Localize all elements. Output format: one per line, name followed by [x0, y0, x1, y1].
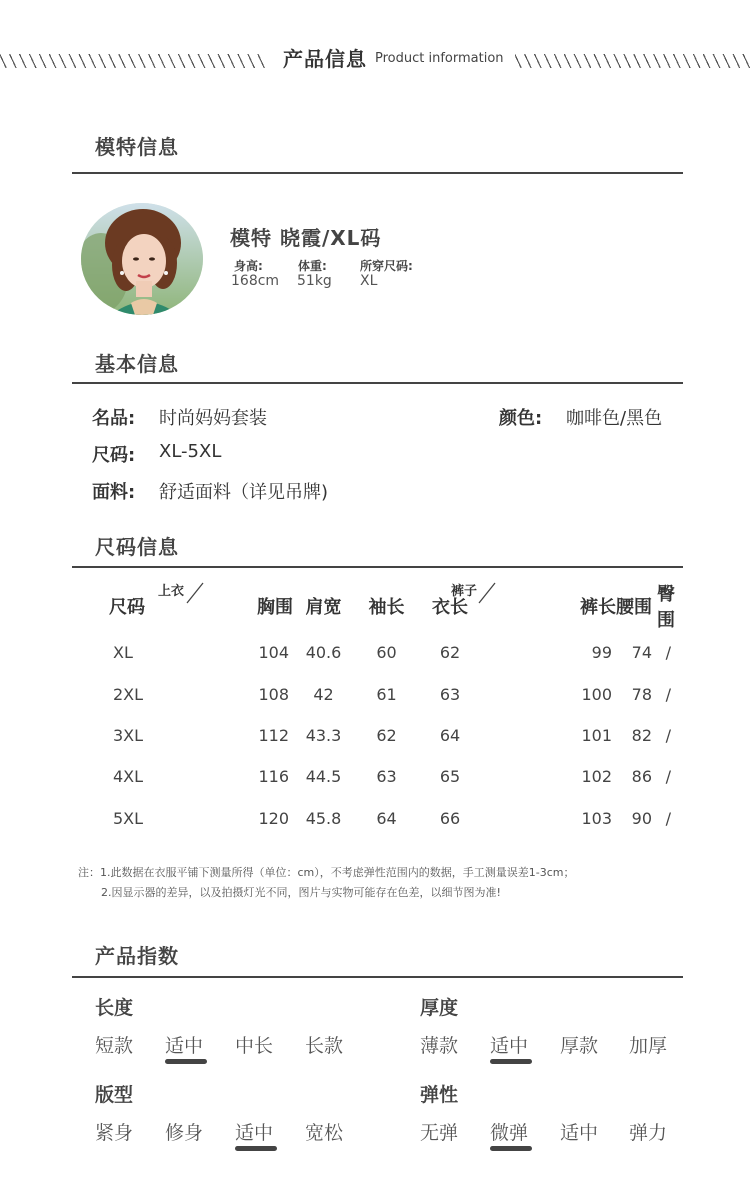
fabric-value: 舒适面料（详见吊牌) [159, 482, 329, 503]
index-length-label: 长度 [95, 997, 134, 1019]
note-line-1: 注：1.此数据在衣服平铺下测量所得（单位：cm），不考虑弹性范围内的数据，手工测量误差1-3cm； [78, 866, 575, 879]
cell-hip: / [665, 767, 671, 787]
cell-shoulder: 42 [313, 684, 334, 704]
cell-hip: / [665, 808, 671, 828]
cell-length: 64 [439, 725, 461, 745]
size-table [95, 580, 675, 839]
cell-waist: 82 [631, 725, 652, 745]
table-row [95, 632, 675, 673]
col-sleeve: 袖长 [368, 597, 405, 618]
model-height-value: 168cm [231, 273, 280, 289]
index-fit-option: 宽松 [305, 1122, 344, 1144]
index-fit-label: 版型 [95, 1084, 134, 1106]
model-size-value: XL [360, 273, 378, 289]
pants-garment-tag: 裤子 [451, 584, 478, 599]
index-fit-selected-underline [235, 1146, 277, 1151]
cell-length: 62 [439, 643, 461, 663]
index-elasticity-option: 无弹 [420, 1122, 459, 1144]
cell-length: 66 [439, 808, 461, 828]
cell-shoulder: 43.3 [305, 725, 342, 745]
index-section-rule [72, 976, 683, 978]
cell-size: 3XL [113, 725, 144, 745]
index-thickness-label: 厚度 [420, 997, 459, 1019]
cell-pants-length: 102 [581, 767, 612, 787]
model-avatar [81, 203, 203, 315]
index-length-option: 长款 [305, 1035, 344, 1057]
cell-size: 2XL [113, 684, 144, 704]
model-section-title: 模特信息 [95, 135, 179, 159]
model-name: 模特 晓霞/XL码 [230, 226, 382, 250]
index-thickness-option: 厚款 [560, 1035, 599, 1057]
cell-waist: 74 [631, 643, 652, 663]
cell-pants-length: 103 [581, 808, 612, 828]
cell-chest: 112 [258, 725, 289, 745]
index-fit-option: 修身 [165, 1122, 204, 1144]
cell-chest: 120 [258, 808, 289, 828]
index-section-title: 产品指数 [95, 944, 179, 968]
cell-waist: 86 [631, 767, 652, 787]
cell-hip: / [665, 725, 671, 745]
header-hatch-right [515, 54, 750, 68]
page-title: 产品信息 [283, 47, 367, 71]
cell-size: XL [113, 643, 133, 663]
index-elasticity-selected-underline [490, 1146, 532, 1151]
product-name-value: 时尚妈妈套装 [159, 408, 267, 429]
fabric-label: 面料: [92, 482, 136, 503]
cell-sleeve: 60 [376, 643, 397, 663]
index-thickness-selected-underline [490, 1059, 532, 1064]
table-row [95, 756, 675, 797]
note-line-2: 2.因显示器的差异，以及拍摄灯光不同，图片与实物可能存在色差，以细节图为准! [101, 886, 501, 899]
col-chest: 胸围 [257, 597, 293, 618]
index-length-option: 中长 [235, 1035, 274, 1057]
cell-hip: / [665, 643, 671, 663]
size-range-label: 尺码: [92, 445, 136, 466]
col-size: 尺码 [109, 597, 145, 618]
index-elasticity-option: 弹力 [629, 1122, 668, 1144]
cell-sleeve: 64 [376, 808, 397, 828]
col-waist: 腰围 [616, 597, 652, 618]
cell-shoulder: 40.6 [305, 643, 342, 663]
index-thickness-option: 适中 [490, 1035, 529, 1057]
table-row [95, 673, 675, 714]
cell-sleeve: 63 [376, 767, 397, 787]
table-row [95, 715, 675, 756]
color-label: 颜色: [499, 408, 543, 429]
index-fit-option: 紧身 [95, 1122, 134, 1144]
cell-chest: 116 [258, 767, 289, 787]
product-name-label: 名品: [92, 408, 136, 429]
cell-sleeve: 62 [376, 725, 397, 745]
cell-pants-length: 100 [581, 684, 612, 704]
col-length: 衣长 [432, 597, 468, 618]
model-section-rule [72, 172, 683, 174]
index-fit-option: 适中 [235, 1122, 274, 1144]
index-thickness-option: 加厚 [629, 1035, 668, 1057]
size-range-value: XL-5XL [159, 441, 222, 462]
cell-pants-length: 99 [591, 643, 612, 663]
col-shoulder: 肩宽 [305, 597, 342, 618]
cell-length: 65 [439, 767, 461, 787]
index-length-option: 短款 [95, 1035, 134, 1057]
index-elasticity-option: 微弹 [490, 1122, 529, 1144]
index-length-option: 适中 [165, 1035, 204, 1057]
page-subtitle: Product information [375, 51, 504, 66]
size-section-rule [72, 566, 683, 568]
color-value: 咖啡色/黑色 [566, 408, 663, 429]
cell-pants-length: 101 [581, 725, 612, 745]
cell-chest: 104 [258, 643, 289, 663]
model-height-label: 身高: [234, 259, 263, 273]
basic-section-title: 基本信息 [95, 352, 179, 376]
cell-shoulder: 44.5 [305, 767, 342, 787]
index-length-selected-underline [165, 1059, 207, 1064]
index-elasticity-option: 适中 [560, 1122, 599, 1144]
col-pants-length: 裤长 [580, 597, 616, 618]
index-thickness-option: 薄款 [420, 1035, 459, 1057]
index-elasticity-label: 弹性 [420, 1084, 459, 1106]
cell-length: 63 [439, 684, 461, 704]
header-hatch-left [0, 54, 265, 68]
model-portrait-icon [81, 203, 203, 315]
cell-size: 5XL [113, 808, 144, 828]
cell-size: 4XL [113, 767, 144, 787]
model-weight-value: 51kg [297, 273, 332, 289]
model-weight-label: 体重: [298, 259, 327, 273]
model-size-label: 所穿尺码: [360, 259, 413, 273]
top-garment-tag: 上衣 [158, 584, 185, 599]
cell-waist: 90 [631, 808, 652, 828]
col-hip: 臀围 [657, 584, 675, 631]
basic-section-rule [72, 382, 683, 384]
size-table-header [95, 580, 675, 632]
cell-shoulder: 45.8 [305, 808, 342, 828]
table-row [95, 798, 675, 839]
cell-hip: / [665, 684, 671, 704]
cell-chest: 108 [258, 684, 289, 704]
cell-waist: 78 [631, 684, 652, 704]
size-section-title: 尺码信息 [95, 535, 179, 559]
cell-sleeve: 61 [376, 684, 397, 704]
